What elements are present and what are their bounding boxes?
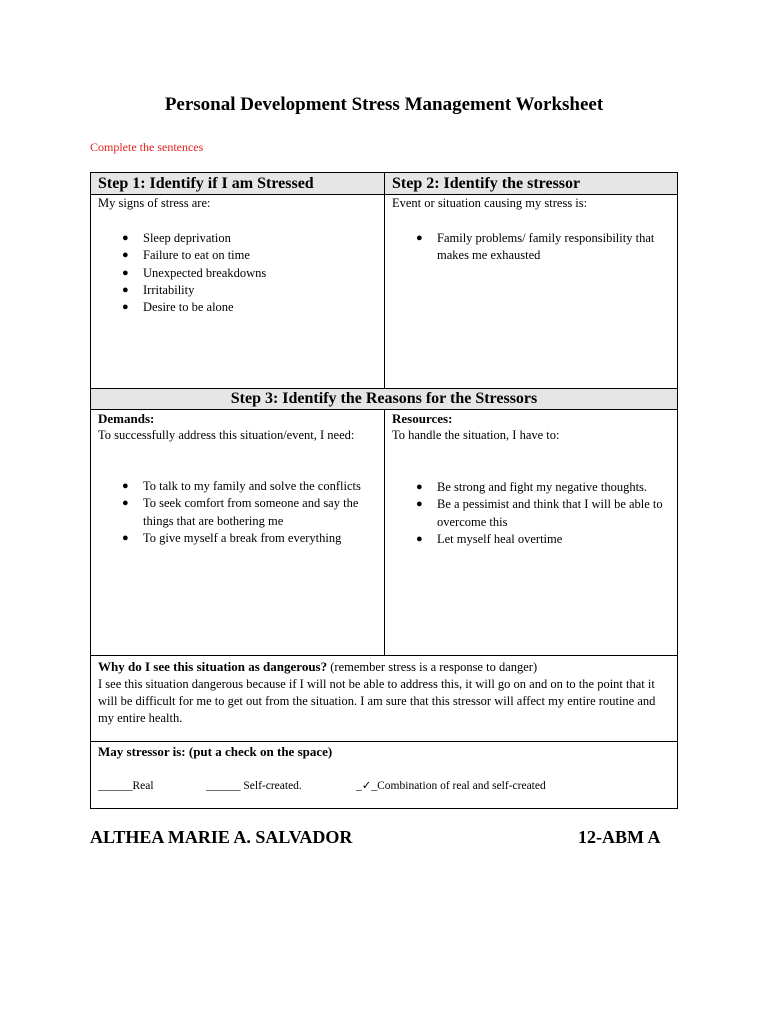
bullet-icon: ● [122, 266, 129, 279]
step1-lead: My signs of stress are: [98, 196, 211, 210]
step1-list [98, 230, 378, 316]
list-item: ● Sleep deprivation [98, 230, 378, 247]
list-item: ● Failure to eat on time [98, 247, 378, 264]
resources-list [392, 479, 677, 548]
resources-lead: To handle the situation, I have to: [392, 428, 560, 442]
resources-label: Resources: [392, 411, 453, 426]
danger-section [98, 658, 670, 727]
danger-answer: I see this situation dangerous because if I will not be able to address this, it will go on and on to the point that it will be difficult for me to get out from the situation. I am sure that this stressor will affect my entire routine and my entire health. [98, 677, 656, 725]
step2-list [392, 230, 670, 265]
bullet-icon: ● [416, 498, 423, 511]
option-combination: _✓_Combination of real and self-created [356, 780, 546, 792]
divider [91, 655, 677, 656]
list-item: ● To talk to my family and solve the conflicts [98, 478, 378, 495]
bullet-icon: ● [416, 532, 423, 545]
demands-lead: To successfully address this situation/event, I need: [98, 428, 355, 442]
bullet-icon: ● [122, 232, 129, 244]
list-item: ● Unexpected breakdowns [98, 265, 378, 282]
list-item: ● To seek comfort from someone and say the things that are bothering me [122, 496, 359, 528]
list-item: ● Be a pessimist and think that I will be able to overcome this [416, 497, 663, 529]
list-item: ● Let myself heal overtime [392, 531, 677, 548]
bullet-icon: ● [122, 249, 129, 262]
list-item: ● Desire to be alone [98, 299, 378, 316]
bullet-icon: ● [122, 531, 129, 544]
option-self-created: ______ Self-created. [206, 780, 302, 792]
bullet-icon: ● [416, 481, 423, 493]
bullet-icon: ● [122, 301, 129, 314]
list-item: ● Be strong and fight my negative thoughts. [392, 479, 677, 496]
bullet-icon: ● [122, 480, 129, 492]
option-real: ______Real [98, 780, 154, 792]
step2-lead: Event or situation causing my stress is: [392, 196, 588, 210]
bullet-icon: ● [416, 232, 423, 244]
list-item: ● Irritability [98, 282, 378, 299]
worksheet-title: Personal Development Stress Management Worksheet [164, 94, 604, 115]
student-name: ALTHEA MARIE A. SALVADOR [90, 827, 353, 847]
divider [384, 173, 385, 388]
step2-header: Step 2: Identify the stressor [392, 175, 581, 192]
bullet-icon: ● [122, 497, 129, 510]
list-item: ● Family problems/ family responsibility that makes me exhausted [416, 231, 655, 263]
danger-hint: (remember stress is a response to danger) [327, 660, 538, 674]
bullet-icon: ● [122, 283, 129, 296]
demands-list [98, 478, 378, 547]
divider [384, 409, 385, 655]
step3-header: Step 3: Identify the Reasons for the Stressors [230, 390, 538, 407]
instruction-text: Complete the sentences [90, 140, 204, 154]
step1-header: Step 1: Identify if I am Stressed [98, 175, 314, 192]
danger-question: Why do I see this situation as dangerous? [98, 659, 328, 674]
student-section: 12-ABM A [578, 827, 661, 847]
stressor-check-label: May stressor is: (put a check on the space) [98, 744, 333, 759]
worksheet-table [90, 172, 678, 809]
divider [91, 741, 677, 742]
list-item: ● To give myself a break from everything [98, 530, 378, 547]
demands-label: Demands: [98, 411, 155, 426]
